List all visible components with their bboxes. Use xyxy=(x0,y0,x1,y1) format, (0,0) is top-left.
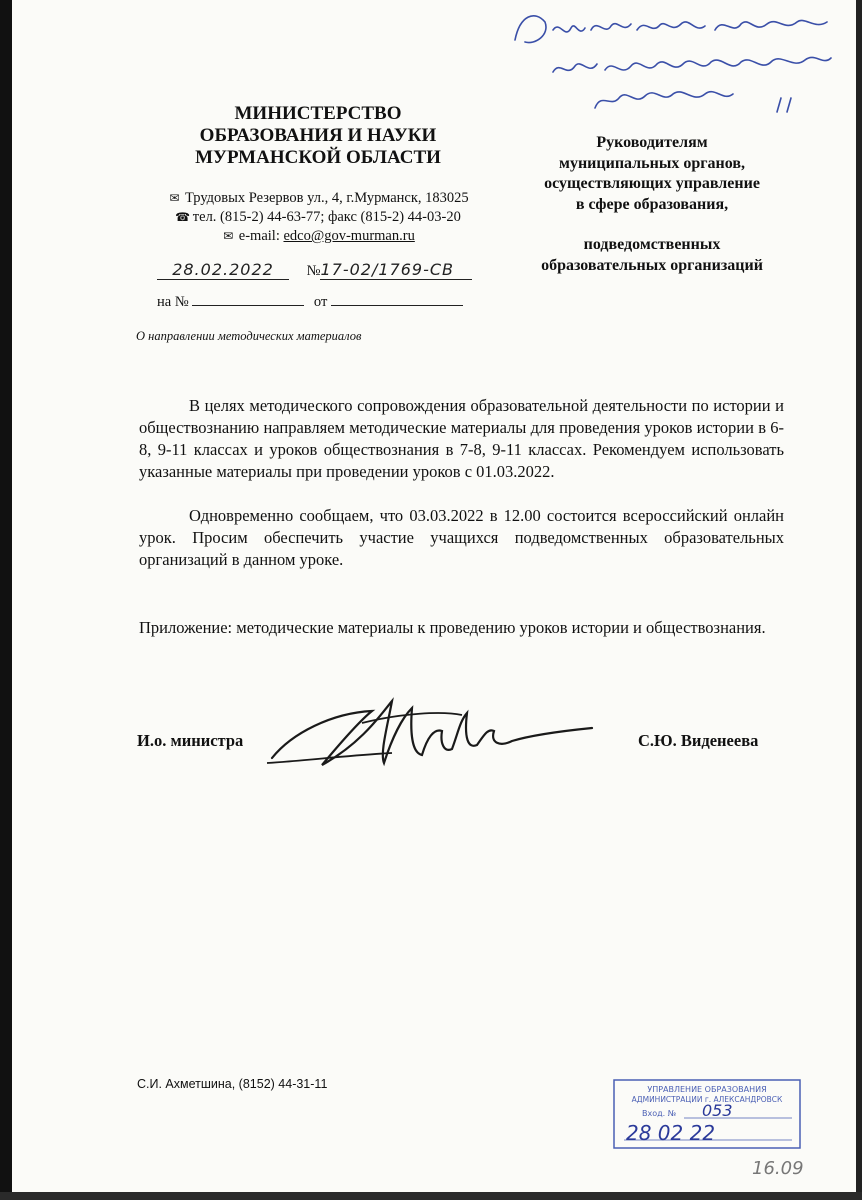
email-label: e-mail: xyxy=(238,228,280,244)
scan-edge-bottom xyxy=(0,1192,862,1200)
incoming-stamp xyxy=(612,1078,802,1150)
address: Трудовых Резервов ул., 4, г.Мурманск, 183025 xyxy=(184,190,469,206)
body-paragraph-2 xyxy=(139,505,784,571)
svg-text:053: 053 xyxy=(702,1101,733,1120)
svg-text:АДМИНИСТРАЦИИ г. АЛЕКСАНДРОВСК: АДМИНИСТРАЦИИ г. АЛЕКСАНДРОВСК xyxy=(631,1095,783,1104)
phone-fax: тел. (815-2) 44-63-77; факс (815-2) 44-03-20 xyxy=(192,209,461,225)
signature-image xyxy=(262,683,602,783)
number-prefix: № xyxy=(306,263,321,279)
reply-label: на № xyxy=(157,294,189,310)
envelope-icon: ✉ xyxy=(169,191,180,205)
signatory-position: И.о. министра xyxy=(137,731,244,750)
svg-text:УПРАВЛЕНИЕ ОБРАЗОВАНИЯ: УПРАВЛЕНИЕ ОБРАЗОВАНИЯ xyxy=(647,1085,767,1094)
appendix-paragraph xyxy=(139,617,784,639)
body-paragraph-1 xyxy=(139,395,784,483)
svg-text:28 02 22: 28 02 22 xyxy=(626,1121,716,1145)
executor-contact: С.И. Ахметшина, (8152) 44-31-11 xyxy=(137,1077,328,1091)
recipient-line: в сфере образования, xyxy=(575,195,729,213)
registration-number: 17-02/1769-СВ xyxy=(320,260,472,280)
contact-block xyxy=(118,189,518,246)
scan-edge-right xyxy=(856,0,862,1200)
recipient-line: образовательных организаций xyxy=(541,256,763,274)
ministry-line: МИНИСТЕРСТВО xyxy=(234,103,402,124)
recipient-block xyxy=(507,133,797,276)
paragraph-text: В целях методического сопровождения образовательной деятельности по истории и обществознанию направляем методические материалы для проведения уроков истории в 6-8, 9-11 классах и уроков обществознания в 7-8, 9-11 классах. Рекомендуем использовать указанные материалы при проведении уроков с 01.03.2022. xyxy=(139,396,784,481)
ministry-line: ОБРАЗОВАНИЯ И НАУКИ xyxy=(199,125,437,146)
paragraph-text: Одновременно сообщаем, что 03.03.2022 в 12.00 состоится всероссийский онлайн урок. Просим обеспечить участие учащихся подведомственных образовательных организаций в данном уроке. xyxy=(139,506,784,569)
recipient-line: осуществляющих управление xyxy=(544,175,760,192)
ministry-line: МУРМАНСКОЙ ОБЛАСТИ xyxy=(195,147,441,168)
from-label: от xyxy=(313,294,328,310)
svg-text:Вход. №: Вход. № xyxy=(642,1109,677,1118)
registration-line xyxy=(157,260,472,280)
scan-edge-left xyxy=(0,0,12,1200)
ministry-header xyxy=(188,103,448,169)
recipient-line: Руководителям xyxy=(596,134,708,151)
signatory-name: С.Ю. Виденеева xyxy=(638,731,759,750)
recipient-line: муниципальных органов, xyxy=(559,154,745,172)
reply-number-blank xyxy=(192,291,304,306)
email-link[interactable]: edco@gov-murman.ru xyxy=(283,228,415,244)
phone-icon: ☎ xyxy=(175,210,191,224)
handwritten-resolution xyxy=(505,0,845,135)
registration-date: 28.02.2022 xyxy=(157,260,289,280)
page-number: 16.09 xyxy=(752,1158,804,1179)
appendix-text: Приложение: методические материалы к проведению уроков истории и обществознания. xyxy=(139,618,766,637)
reply-date-blank xyxy=(331,291,463,306)
reply-line xyxy=(157,291,463,311)
recipient-line: подведомственных xyxy=(583,236,721,253)
mail-icon: ✉ xyxy=(223,229,234,243)
subject-line: О направлении методических материалов xyxy=(136,329,362,343)
